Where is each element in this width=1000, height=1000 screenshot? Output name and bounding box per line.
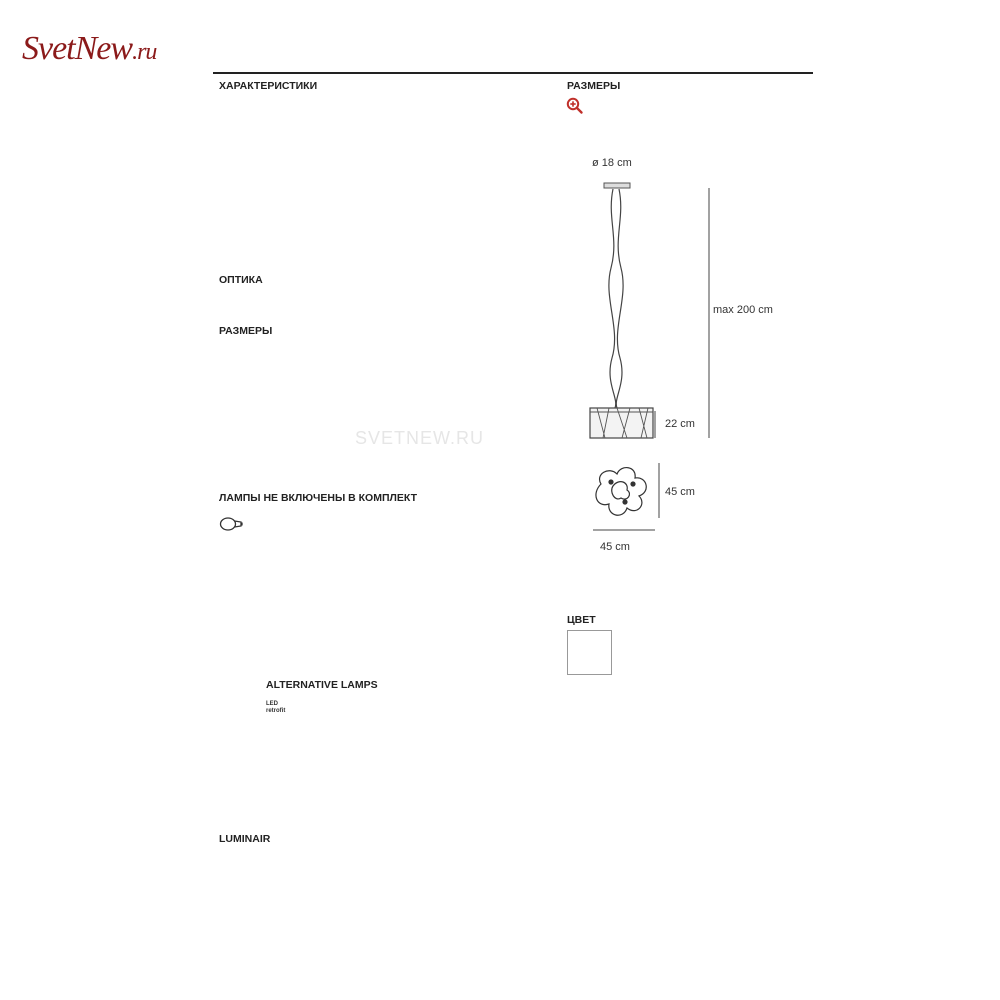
bulb-icon [219,516,249,532]
top-depth-label: 45 cm [665,486,695,498]
dimensions-heading: РАЗМЕРЫ [219,325,273,337]
site-logo[interactable]: SvetNew.ru [22,30,157,67]
characteristics-heading: ХАРАКТЕРИСТИКИ [219,80,318,92]
top-width-label: 45 cm [600,541,630,553]
diameter-label: ø 18 cm [592,157,632,169]
shade-height-label: 22 cm [665,418,695,430]
watermark: SVETNEW.RU [355,428,485,448]
lamps-heading: ЛАМПЫ НЕ ВКЛЮЧЕНЫ В КОМПЛЕКТ [219,492,417,504]
zoom-icon[interactable] [566,97,584,115]
luminair-heading: LUMINAIR [219,833,271,845]
optics-heading: ОПТИКА [219,274,263,286]
alternative-lamps-heading: ALTERNATIVE LAMPS [266,679,378,691]
color-swatch-white[interactable] [567,630,612,675]
lamp-dimension-drawing [575,178,715,568]
max-height-label: max 200 cm [713,304,773,316]
led-retrofit-icon: LED retrofit [266,701,286,714]
color-heading: ЦВЕТ [567,614,596,626]
drawing-heading: РАЗМЕРЫ [567,80,621,92]
header-divider [213,72,813,74]
